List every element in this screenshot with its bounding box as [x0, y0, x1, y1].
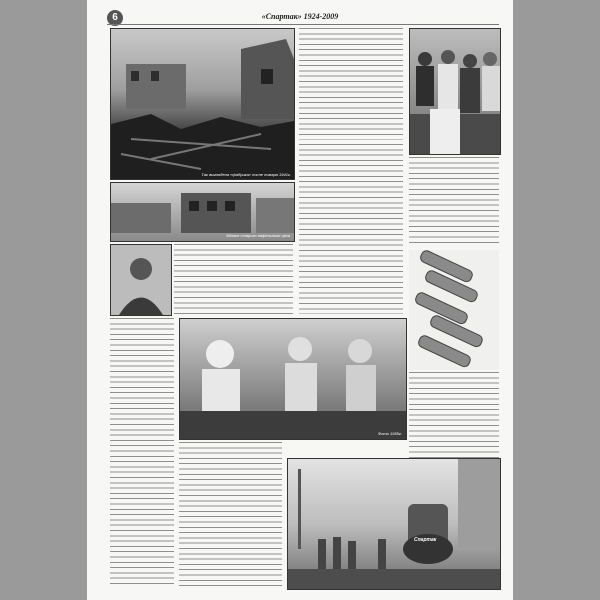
document-page — [87, 0, 513, 600]
spartak-sign: Спартак — [414, 537, 437, 543]
header-rule — [107, 24, 499, 25]
text-col-middle-2 — [299, 144, 403, 314]
page-header: «Спартак» 1924-2009 — [261, 12, 339, 21]
caption-building: Здание старого вафельного цеха — [225, 233, 290, 238]
photo-crowd — [409, 28, 501, 155]
portrait-drawing — [111, 245, 171, 315]
caption-ruins: Так выглядела «фабрика» после пожара 1941г. — [201, 172, 291, 177]
photo-ruins — [110, 28, 295, 180]
photo-building — [110, 182, 295, 242]
photo-portrait — [110, 244, 172, 316]
photo-women-sorting — [179, 318, 407, 440]
parade-drawing — [288, 459, 500, 589]
caption-women: Фото 1955г. — [377, 431, 402, 436]
photo-parade — [287, 458, 501, 590]
women-drawing — [180, 319, 406, 439]
text-col-middle-top — [299, 28, 403, 140]
text-col-left-2 — [110, 318, 174, 588]
crowd-drawing — [410, 29, 500, 154]
ruins-drawing — [111, 29, 294, 179]
page-number: 6 — [107, 10, 123, 26]
text-col-right-1 — [409, 157, 499, 247]
text-col-middle-3 — [179, 442, 282, 588]
waffle-drawing — [409, 250, 499, 370]
text-col-left-1 — [174, 244, 293, 314]
photo-waffle-rolls — [409, 250, 499, 370]
text-col-right-2 — [409, 372, 499, 462]
